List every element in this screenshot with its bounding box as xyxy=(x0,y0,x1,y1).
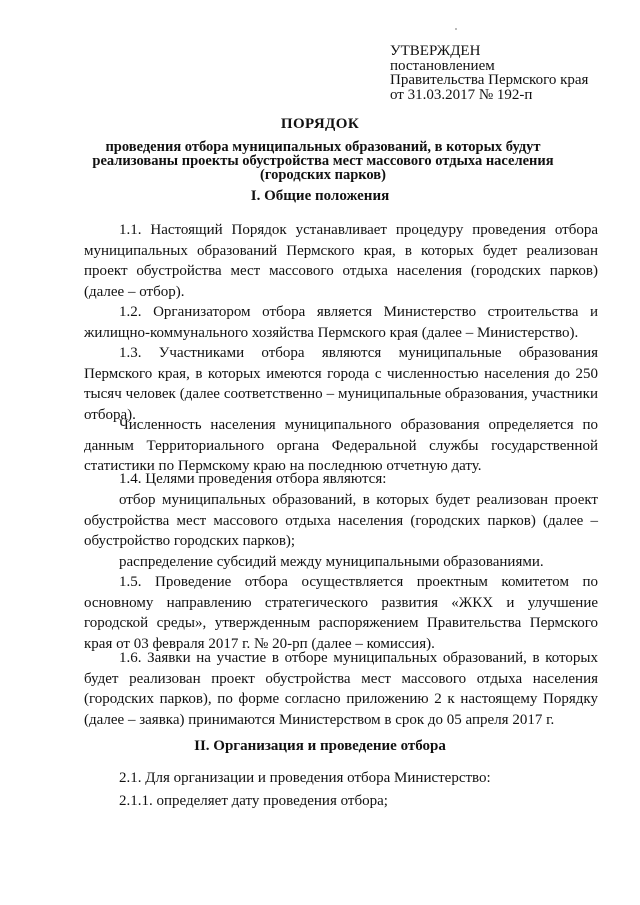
approval-line-resolution: постановлением xyxy=(390,57,495,74)
paragraph-1-4-goal-a: отбор муниципальных образований, в которых будет реализован проект обустройства мест массового отдыха населения (городских парков) (далее – обустройство городских парков); xyxy=(84,492,598,550)
paragraph-1-4: 1.4. Целями проведения отбора являются: xyxy=(119,471,387,487)
paragraph-1-4-goal-b: распределение субсидий между муниципальными образованиями. xyxy=(119,554,544,570)
approval-line-approved: УТВЕРЖДЕН xyxy=(390,43,481,59)
paragraph-1-3-population: Численность населения муниципального образования определяется по данным Территориального органа Федеральной службы государственной статистики по Пермскому краю на последнюю отчетную дату. xyxy=(84,417,598,475)
paragraph-1-1: 1.1. Настоящий Порядок устанавливает процедуру проведения отбора муниципальных образований Пермского края, в которых будет реализован проект обустройства мест массового отдыха населения (городских парков) (далее – отбор). xyxy=(84,222,598,301)
paragraph-1-2: 1.2. Организатором отбора является Министерство строительства и жилищно-коммунального хозяйства Пермского края (далее – Министерство). xyxy=(84,304,598,341)
paragraph-2-1-1: 2.1.1. определяет дату проведения отбора; xyxy=(119,793,388,809)
subtitle-line-2: реализованы проекты обустройства мест массового отдыха населения xyxy=(92,153,554,169)
paragraph-1-6: 1.6. Заявки на участие в отборе муниципальных образований, в которых будет реализован проект обустройства мест массового отдыха населения (городских парков), по форме согласно приложению 2 к настоящему Порядку (далее – заявка) принимаются Министерством в срок до 05 апреля 2017 г. xyxy=(84,650,598,729)
paragraph-1-3: 1.3. Участниками отбора являются муниципальные образования Пермского края, в которых имеются города с численностью населения до 250 тысяч человек (далее соответственно – муниципальные образования, участники отбора). xyxy=(84,345,598,424)
approval-line-government: Правительства Пермского края xyxy=(390,72,589,88)
section-2-heading: II. Организация и проведение отбора xyxy=(194,738,446,754)
subtitle-line-1: проведения отбора муниципальных образований, в которых будут xyxy=(105,139,541,155)
subtitle-line-3: (городских парков) xyxy=(260,167,386,183)
document-title: ПОРЯДОК xyxy=(280,116,360,132)
paragraph-2-1: 2.1. Для организации и проведения отбора Министерство: xyxy=(119,770,491,786)
document-subtitle xyxy=(88,140,558,182)
paragraph-1-5: 1.5. Проведение отбора осуществляется проектным комитетом по основному направлению стратегического развития «ЖКХ и улучшение городской среды», утвержденным распоряжением Правительства Пермского края от 03 февраля 2017 г. № 20-рп (далее – комиссия). xyxy=(84,574,598,653)
approval-block xyxy=(390,44,620,102)
approval-line-date-number: от 31.03.2017 № 192-п xyxy=(390,86,533,103)
scan-artifact xyxy=(455,28,457,30)
section-1-heading: I. Общие положения xyxy=(250,188,390,204)
